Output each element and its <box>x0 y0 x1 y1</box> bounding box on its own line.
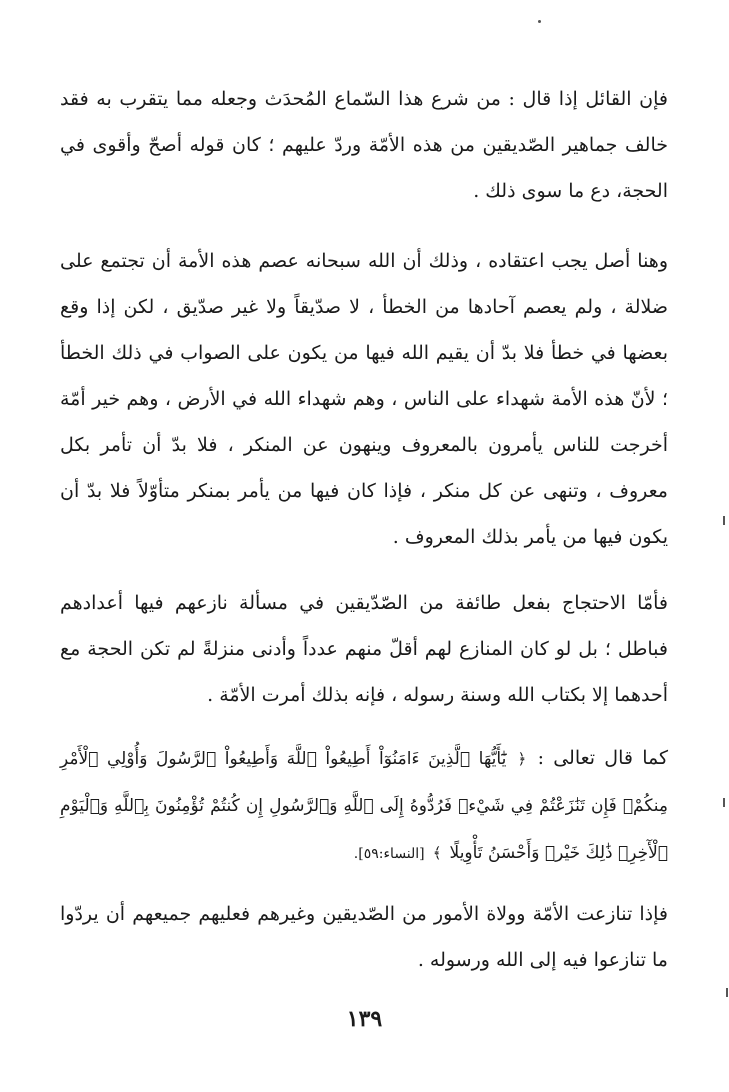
verse-reference: [النساء:٥٩]. <box>353 846 425 862</box>
margin-tick <box>726 988 728 997</box>
margin-tick <box>723 516 725 525</box>
paragraph-quran-citation <box>60 735 668 877</box>
ornate-bracket-close: ﴾ <box>432 844 442 862</box>
quran-verse: يَٰٓأَيُّهَا ٱلَّذِينَ ءَامَنُوٓاْ أَطِيعُواْ ٱللَّهَ وَأَطِيعُواْ ٱلرَّسُولَ وَأُوْلِي ٱلْأَمْرِ مِنكُمْۖ فَإِن تَنَٰزَعْتُمْ فِي شَيْءٖ فَرُدُّوهُ إِلَى ٱللَّهِ وَٱلرَّسُولِ إِن كُنتُمْ تُؤْمِنُونَ بِٱللَّهِ وَٱلْيَوْمِ ٱلْأٓخِرِۚ ذَٰلِكَ خَيْرٞ وَأَحْسَنُ تَأْوِيلًا <box>60 749 668 863</box>
margin-tick <box>723 798 725 807</box>
paragraph-last: فإذا تنازعت الأمّة وولاة الأمور من الصّديقين وغيرهم فعليهم جميعهم أن يردّوا ما تنازعوا فيه إلى الله ورسوله . <box>60 903 668 971</box>
scan-speck <box>538 20 541 23</box>
page-number: ١٣٩ <box>346 1006 383 1032</box>
paragraph-second: وهنا أصل يجب اعتقاده ، وذلك أن الله سبحانه عصم هذه الأمة أن تجتمع على ضلالة ، ولم يعصم آحادها من الخطأ ، لا صدّيقاً ولا غير صدّيق ، لكن إذا وقع بعضها في خطأ فلا بدّ أن يقيم الله فيها من يكون على الصواب في ذلك الخطأ ؛ لأنّ هذه الأمة شهداء على الناس ، وهم شهداء الله في الأرض ، وهم خير أمّة أخرجت للناس يأمرون بالمعروف وينهون عن المنكر ، فلا بدّ أن تأمر بكل معروف ، وتنهى عن كل منكر ، فإذا كان فيها من يأمر بمنكر متأوّلاً فلا بدّ أن يكون فيها من يأمر بذلك المعروف . <box>60 250 669 548</box>
citation-intro: كما قال تعالى : <box>537 747 669 769</box>
paragraph-first: فإن القائل إذا قال : من شرع هذا السّماع المُحدَث وجعله مما يتقرب به فقد خالف جماهير الصّديقين من هذه الأمّة وردّ عليهم ؛ كان قوله أصحّ وأقوى في الحجة، دع ما سوى ذلك . <box>60 88 668 202</box>
paragraph-third: فأمّا الاحتجاج بفعل طائفة من الصّدّيقين في مسألة نازعهم فيها أعدادهم فباطل ؛ بل لو كان المنازع لهم أقلّ منهم عدداً وأدنى منزلةً لم تكن الحجة مع أحدهما إلا بكتاب الله وسنة رسوله ، فإنه بذلك أمرت الأمّة . <box>60 592 668 706</box>
ornate-bracket-open: ﴿ <box>517 750 527 768</box>
